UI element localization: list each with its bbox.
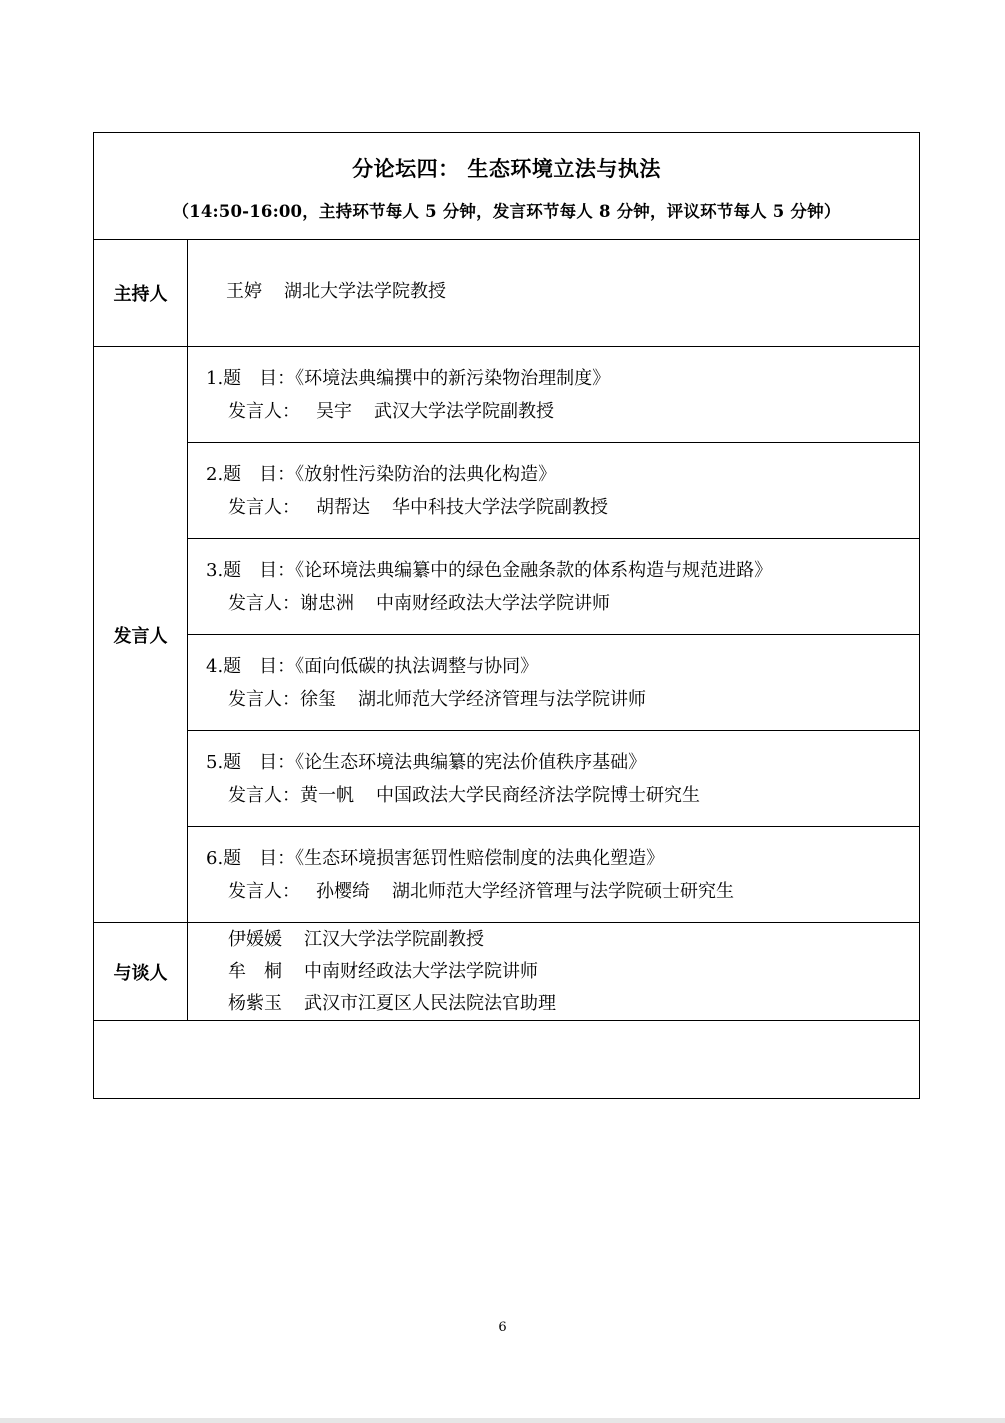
host-affiliation: 湖北大学法学院教授 <box>284 281 446 302</box>
speaker-name: 徐玺 <box>300 688 336 710</box>
speaker-label: 发言人： <box>228 400 300 422</box>
discussant-name: 伊媛媛 <box>228 928 282 950</box>
forum-title: 分论坛四： 生态环境立法与执法 <box>352 157 661 181</box>
discussant-entry <box>188 924 919 956</box>
talk-item <box>188 443 920 539</box>
talk-speaker <box>188 683 919 716</box>
talk-title: 5.题 目：《论生态环境法典编纂的宪法价值秩序基础》 <box>206 751 647 773</box>
speaker-name: 孙樱绮 <box>316 880 370 902</box>
forum-time-note: （14:50-16:00，主持环节每人 5 分钟，发言环节每人 8 分钟，评议环节每人 5 分钟） <box>172 202 841 221</box>
speaker-affiliation: 中南财经政法大学法学院讲师 <box>376 592 610 614</box>
talk-title: 1.题 目：《环境法典编撰中的新污染物治理制度》 <box>206 367 611 389</box>
talk-title: 4.题 目：《面向低碳的执法调整与协同》 <box>206 655 539 677</box>
speaker-affiliation: 武汉大学法学院副教授 <box>374 400 554 422</box>
discussant-entry <box>188 988 919 1020</box>
speaker-label: 发言人： <box>228 880 300 902</box>
speaker-name: 黄一帆 <box>300 784 354 806</box>
speaker-name: 胡帮达 <box>316 496 370 518</box>
speakers-label: 发言人 <box>94 347 188 923</box>
speaker-label: 发言人： <box>228 688 300 710</box>
host-label: 主持人 <box>94 240 188 347</box>
speaker-affiliation: 华中科技大学法学院副教授 <box>392 496 608 518</box>
talk-item <box>188 347 920 443</box>
speaker-label: 发言人： <box>228 592 300 614</box>
discussant-affiliation: 江汉大学法学院副教授 <box>304 928 484 950</box>
speaker-affiliation: 湖北师范大学经济管理与法学院讲师 <box>358 688 646 710</box>
discussants-label: 与谈人 <box>94 923 188 1021</box>
talk-speaker <box>188 491 919 524</box>
discussant-affiliation: 武汉市江夏区人民法院法官助理 <box>304 992 556 1014</box>
discussants-cell <box>188 923 920 1021</box>
speaker-name: 吴宇 <box>316 400 352 422</box>
talk-title: 3.题 目：《论环境法典编纂中的绿色金融条款的体系构造与规范进路》 <box>206 559 773 581</box>
empty-row <box>94 1021 920 1099</box>
discussant-affiliation: 中南财经政法大学法学院讲师 <box>304 960 538 982</box>
host-entry <box>188 240 919 304</box>
forum-schedule-table <box>93 132 920 1099</box>
talk-item <box>188 731 920 827</box>
speaker-label: 发言人： <box>228 784 300 806</box>
talk-speaker <box>188 395 919 428</box>
talk-item <box>188 827 920 923</box>
discussant-name: 杨紫玉 <box>228 992 282 1014</box>
speaker-name: 谢忠洲 <box>300 592 354 614</box>
talk-speaker <box>188 779 919 812</box>
forum-header <box>94 133 920 240</box>
page-number: 6 <box>498 1320 507 1335</box>
speaker-affiliation: 湖北师范大学经济管理与法学院硕士研究生 <box>392 880 734 902</box>
discussant-name: 牟 桐 <box>228 960 282 982</box>
speaker-affiliation: 中国政法大学民商经济法学院博士研究生 <box>376 784 700 806</box>
talk-item <box>188 539 920 635</box>
talk-speaker <box>188 587 919 620</box>
talk-title: 6.题 目：《生态环境损害惩罚性赔偿制度的法典化塑造》 <box>206 847 665 869</box>
talk-speaker <box>188 875 919 908</box>
bottom-edge <box>0 1418 1005 1423</box>
talk-title: 2.题 目：《放射性污染防治的法典化构造》 <box>206 463 557 485</box>
talk-item <box>188 635 920 731</box>
discussant-entry <box>188 956 919 988</box>
speaker-label: 发言人： <box>228 496 300 518</box>
host-cell <box>188 240 920 347</box>
host-name: 王婷 <box>226 281 262 302</box>
